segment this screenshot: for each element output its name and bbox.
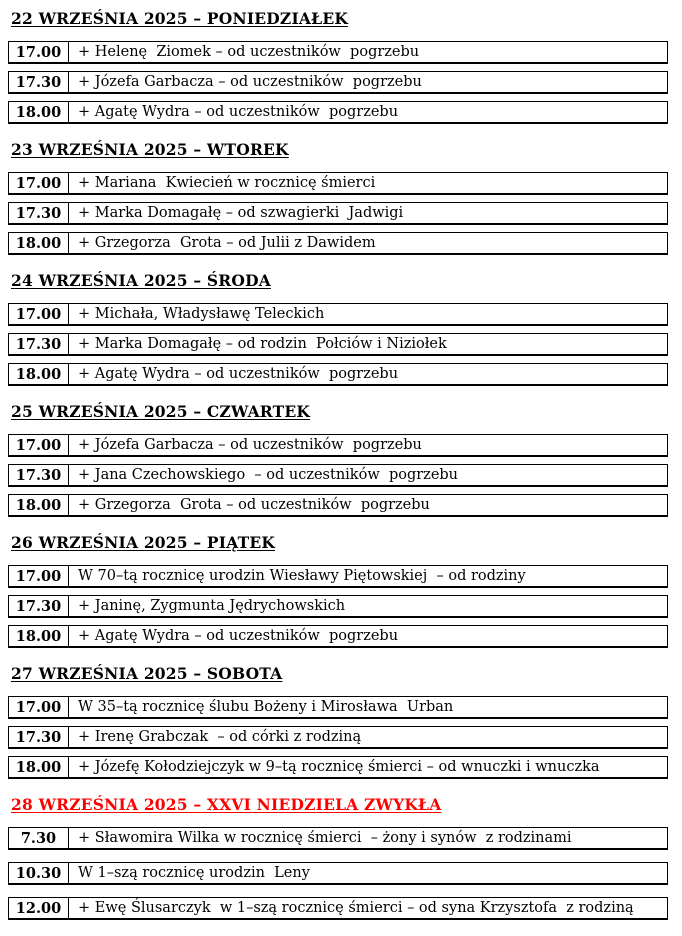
mass-intention: + Agatę Wydra – od uczestników pogrzebu <box>78 366 399 382</box>
mass-time: 17.30 <box>9 596 69 616</box>
day-rows <box>8 303 668 386</box>
mass-time: 12.00 <box>9 898 69 918</box>
mass-time: 18.00 <box>9 626 69 646</box>
day-section <box>8 9 668 124</box>
day-section <box>8 795 668 920</box>
mass-time: 17.00 <box>9 173 69 193</box>
mass-time: 17.00 <box>9 435 69 455</box>
day-header: 24 WRZEŚNIA 2025 – ŚRODA <box>11 271 271 290</box>
mass-row <box>8 434 668 457</box>
day-header: 23 WRZEŚNIA 2025 – WTOREK <box>11 140 289 159</box>
day-section <box>8 402 668 517</box>
day-section <box>8 533 668 648</box>
mass-intention: + Helenę Ziomek – od uczestników pogrzebu <box>78 44 420 60</box>
mass-intention: + Sławomira Wilka w rocznicę śmierci – żony i synów z rodzinami <box>78 830 572 846</box>
day-section <box>8 271 668 386</box>
mass-row <box>8 756 668 779</box>
mass-row <box>8 172 668 195</box>
mass-time: 17.30 <box>9 727 69 747</box>
mass-time: 17.00 <box>9 42 69 62</box>
mass-time: 18.00 <box>9 364 69 384</box>
mass-time: 17.30 <box>9 465 69 485</box>
day-rows <box>8 434 668 517</box>
day-section <box>8 140 668 255</box>
mass-intention: W 1–szą rocznicę urodzin Leny <box>78 865 310 881</box>
mass-time: 17.00 <box>9 697 69 717</box>
mass-intention: + Marka Domagałę – od szwagierki Jadwigi <box>78 205 404 221</box>
mass-row <box>8 363 668 386</box>
mass-time: 17.30 <box>9 334 69 354</box>
mass-row <box>8 303 668 326</box>
day-rows <box>8 41 668 124</box>
day-rows <box>8 172 668 255</box>
day-header: 22 WRZEŚNIA 2025 – PONIEDZIAŁEK <box>11 9 349 28</box>
mass-intention: + Józefa Garbacza – od uczestników pogrzebu <box>78 74 422 90</box>
mass-time: 18.00 <box>9 233 69 253</box>
mass-intention: + Grzegorza Grota – od Julii z Dawidem <box>78 235 376 251</box>
mass-time: 7.30 <box>9 828 69 848</box>
day-rows <box>8 827 668 920</box>
mass-time: 10.30 <box>9 863 69 883</box>
mass-row <box>8 202 668 225</box>
mass-row <box>8 827 668 850</box>
mass-time: 17.30 <box>9 72 69 92</box>
mass-intention: W 70–tą rocznicę urodzin Wiesławy Piętowskiej – od rodziny <box>78 568 526 584</box>
mass-intention: + Ewę Ślusarczyk w 1–szą rocznicę śmierci – od syna Krzysztofa z rodziną <box>78 900 634 916</box>
day-header: 27 WRZEŚNIA 2025 – SOBOTA <box>11 664 283 683</box>
mass-row <box>8 625 668 648</box>
mass-time: 18.00 <box>9 757 69 777</box>
mass-intention: + Agatę Wydra – od uczestników pogrzebu <box>78 104 399 120</box>
mass-row <box>8 494 668 517</box>
mass-row <box>8 897 668 920</box>
mass-intention: + Janinę, Zygmunta Jędrychowskich <box>78 598 346 614</box>
mass-row <box>8 71 668 94</box>
mass-intention: + Józefa Garbacza – od uczestników pogrzebu <box>78 437 422 453</box>
day-header: 25 WRZEŚNIA 2025 – CZWARTEK <box>11 402 311 421</box>
mass-intention: W 35–tą rocznicę ślubu Bożeny i Mirosława Urban <box>78 699 454 715</box>
mass-row <box>8 41 668 64</box>
mass-intention: + Jana Czechowskiego – od uczestników pogrzebu <box>78 467 459 483</box>
day-section <box>8 664 668 779</box>
mass-intention: + Grzegorza Grota – od uczestników pogrzebu <box>78 497 430 513</box>
mass-row <box>8 464 668 487</box>
mass-row <box>8 101 668 124</box>
mass-intention: + Irenę Grabczak – od córki z rodziną <box>78 729 362 745</box>
mass-row <box>8 726 668 749</box>
mass-time: 18.00 <box>9 102 69 122</box>
mass-row <box>8 333 668 356</box>
mass-time: 18.00 <box>9 495 69 515</box>
mass-row <box>8 232 668 255</box>
day-header: 26 WRZEŚNIA 2025 – PIĄTEK <box>11 533 276 552</box>
mass-intention: + Józefę Kołodziejczyk w 9–tą rocznicę śmierci – od wnuczki i wnuczka <box>78 759 600 775</box>
mass-intention: + Agatę Wydra – od uczestników pogrzebu <box>78 628 399 644</box>
mass-time: 17.00 <box>9 304 69 324</box>
mass-row <box>8 862 668 885</box>
mass-row <box>8 696 668 719</box>
mass-intention: + Marka Domagałę – od rodzin Połciów i Niziołek <box>78 336 447 352</box>
mass-intention: + Michała, Władysławę Teleckich <box>78 306 325 322</box>
day-rows <box>8 565 668 648</box>
day-rows <box>8 696 668 779</box>
mass-intention: + Mariana Kwiecień w rocznicę śmierci <box>78 175 376 191</box>
day-header: 28 WRZEŚNIA 2025 – XXVI NIEDZIELA ZWYKŁA <box>11 795 442 814</box>
mass-time: 17.00 <box>9 566 69 586</box>
mass-row <box>8 565 668 588</box>
mass-row <box>8 595 668 618</box>
mass-time: 17.30 <box>9 203 69 223</box>
